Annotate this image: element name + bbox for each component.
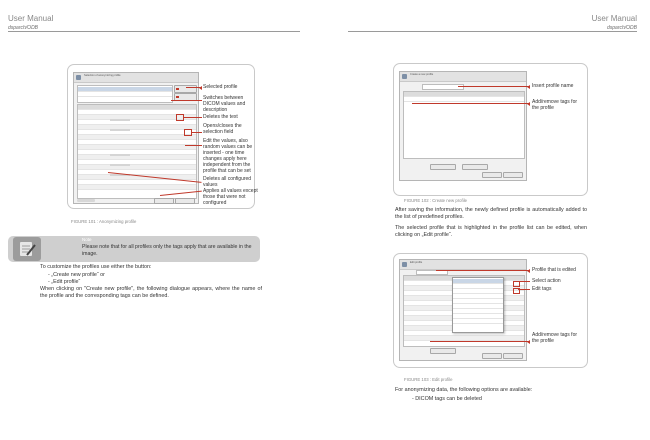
callout-line bbox=[430, 341, 530, 342]
reset-all-button[interactable] bbox=[77, 199, 95, 202]
profile-list[interactable] bbox=[77, 85, 173, 103]
callout-line bbox=[191, 132, 202, 133]
left-header-title: User Manual bbox=[8, 14, 54, 23]
body-bullet-edit: - „Edit profile“ bbox=[48, 279, 81, 285]
figure-103-caption: FIGURE 103 : Edit profile bbox=[404, 377, 453, 382]
app-icon bbox=[76, 75, 81, 80]
add-tag-button[interactable] bbox=[430, 348, 456, 354]
callout-arrow bbox=[527, 102, 530, 106]
body-paragraph: When clicking on "Create new profile", the following dialogue appears, where the name of the profile and the corresponding tags can be defined. bbox=[40, 286, 262, 299]
dialog-titlebar bbox=[400, 260, 526, 270]
callout-line bbox=[458, 86, 530, 87]
create-profile-window bbox=[399, 71, 527, 181]
annotation-profile-edited: Profile that is edited bbox=[532, 267, 576, 273]
callout-line bbox=[436, 270, 530, 271]
dialog-title: Edit profile bbox=[410, 261, 423, 264]
dialog-titlebar bbox=[400, 72, 526, 82]
tag-row[interactable] bbox=[404, 97, 524, 102]
profile-name-input[interactable] bbox=[422, 84, 464, 90]
callout-line bbox=[185, 145, 202, 146]
callout-line bbox=[183, 117, 202, 118]
body-para-edit: The selected profile that is highlighted in the profile list can be edited, when clicking on „Edit profile“. bbox=[395, 225, 587, 238]
tag-row[interactable] bbox=[78, 185, 196, 190]
annotation-insert-profile-name: Insert profile name bbox=[532, 83, 574, 89]
body-intro: To customize the profiles use either the button: bbox=[40, 264, 152, 270]
body-bullet-delete-tags: - DICOM tags can be deleted bbox=[412, 396, 482, 402]
annotation-switch-values: Switches between DICOM values and description bbox=[203, 95, 246, 113]
dialog-title: Create a new profile bbox=[410, 73, 434, 76]
app-icon bbox=[402, 74, 407, 79]
annotation-edit-tags: Edit tags bbox=[532, 286, 552, 292]
annotation-apply-all: Applies all values except those that were not configured bbox=[203, 188, 258, 206]
delete-text-highlight bbox=[176, 114, 184, 121]
value-cell[interactable] bbox=[110, 129, 130, 131]
cancel-button[interactable] bbox=[175, 198, 195, 204]
annotation-delete-all: Deletes all configured values bbox=[203, 176, 252, 188]
figure-101-caption: FIGURE 101 : Anonymizing profile bbox=[71, 219, 137, 224]
right-header-title: User Manual bbox=[591, 14, 637, 23]
note-text: Please note that for all profiles only the tags apply that are available in the image. bbox=[82, 244, 252, 257]
annotation-edit-values: Edit the values, also random values can be inserted - one time changes apply here independent from the profile that can be set bbox=[203, 138, 253, 174]
callout-arrow bbox=[527, 85, 530, 89]
value-cell[interactable] bbox=[110, 164, 130, 166]
annotation-open-close: Opens/closes the selection field bbox=[203, 123, 242, 135]
callout-line bbox=[518, 281, 530, 282]
callout-line bbox=[518, 289, 530, 290]
callout-line bbox=[412, 103, 530, 104]
edit-icon bbox=[176, 96, 179, 98]
cancel-button[interactable] bbox=[503, 353, 523, 359]
figure-102-caption: FIGURE 102 : Create new profile bbox=[404, 198, 468, 203]
body-para-options: For anonymizing data, the following options are available: bbox=[395, 387, 533, 393]
annotation-delete-text: Deletes the text bbox=[203, 114, 238, 120]
pencil-icon bbox=[13, 237, 41, 261]
dialog-titlebar bbox=[74, 73, 198, 83]
profile-row[interactable] bbox=[78, 92, 172, 97]
body-para-saved: After saving the information, the newly defined profile is automatically added to the list of predefined profiles. bbox=[395, 207, 587, 220]
open-field-highlight bbox=[184, 129, 192, 136]
callout-arrow bbox=[527, 340, 530, 344]
callout-arrow bbox=[527, 269, 530, 273]
dropdown-option[interactable] bbox=[453, 319, 503, 324]
annotation-select-action: Select action bbox=[532, 278, 561, 284]
note-icon-box bbox=[13, 237, 41, 261]
note-heading: Note bbox=[82, 237, 92, 242]
annotation-add-remove-tags-edit: Add/remove tags for the profile bbox=[532, 332, 578, 344]
right-header-rule bbox=[348, 31, 637, 32]
add-icon bbox=[176, 88, 179, 90]
apply-button[interactable] bbox=[154, 198, 174, 204]
anonymize-dialog-window bbox=[73, 72, 199, 204]
right-header-brand: dsparch/ODB bbox=[606, 25, 637, 31]
add-tag-button[interactable] bbox=[430, 164, 456, 170]
edit-profile-window bbox=[399, 259, 527, 361]
tag-table[interactable] bbox=[403, 91, 525, 159]
callout-line bbox=[171, 100, 202, 101]
dialog-title: Selection of anonymizing profile bbox=[84, 74, 121, 77]
value-cell[interactable] bbox=[110, 154, 130, 156]
cancel-button[interactable] bbox=[503, 172, 523, 178]
remove-tag-button[interactable] bbox=[462, 164, 488, 170]
app-icon bbox=[402, 262, 407, 267]
annotation-selected-profile: Selected profile bbox=[203, 84, 238, 90]
action-dropdown-list[interactable] bbox=[452, 277, 504, 333]
left-header-rule bbox=[8, 31, 300, 32]
value-cell[interactable] bbox=[110, 119, 130, 121]
save-button[interactable] bbox=[482, 353, 502, 359]
left-header-brand: dsparch/ODB bbox=[8, 25, 39, 31]
body-bullet-create: - „Create new profile“ or bbox=[48, 272, 105, 278]
callout-arrow bbox=[199, 86, 202, 90]
annotation-add-remove-tags: Add/remove tags for the profile bbox=[532, 99, 578, 111]
save-button[interactable] bbox=[482, 172, 502, 178]
